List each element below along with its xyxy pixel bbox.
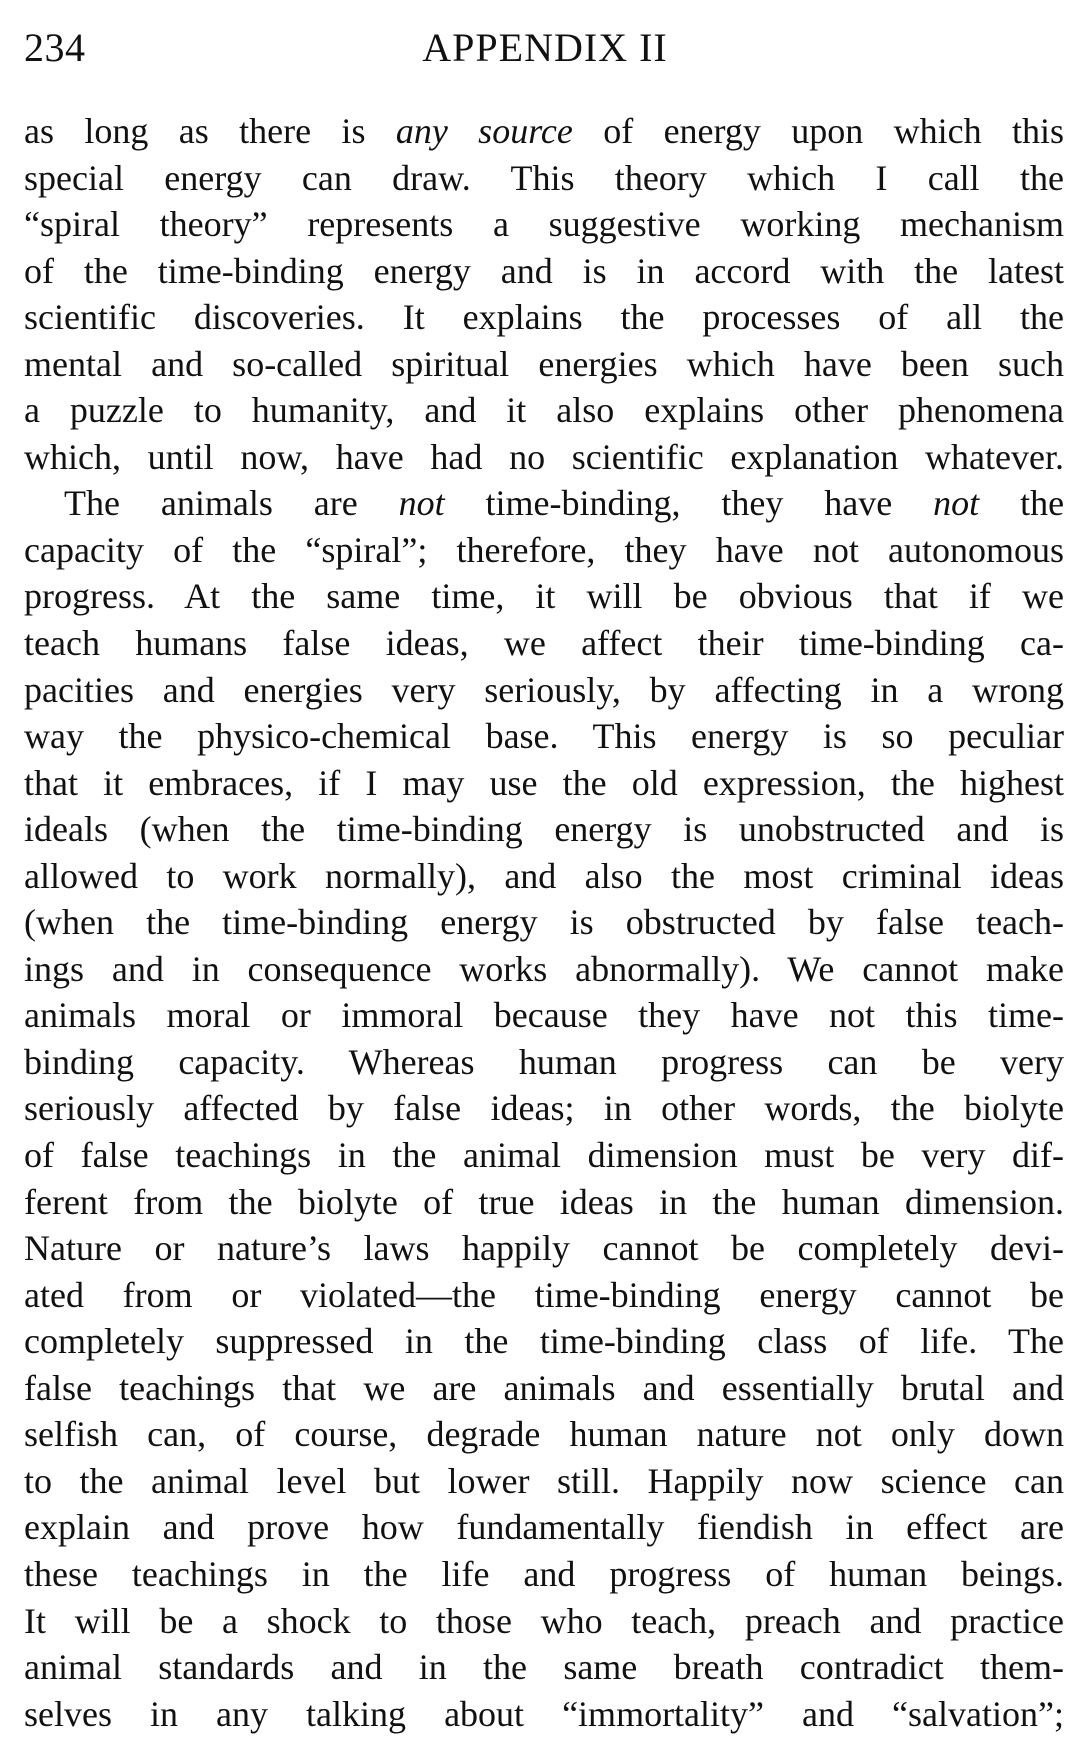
text-line: Nature or nature’s laws happily cannot be completely devi- [24, 1228, 1064, 1269]
text-line: which, until now, have had no scientific explanation whatever. [24, 436, 1064, 477]
text-line: explain and prove how fundamentally fiendish in effect are [24, 1507, 1064, 1548]
page-number: 234 [24, 25, 86, 70]
text-line: completely suppressed in the time-binding class of life. The [24, 1321, 1064, 1362]
italic-emphasis: not [398, 483, 445, 524]
text-line: scientific discoveries. It explains the processes of all the [24, 297, 1064, 338]
text-line: a puzzle to humanity, and it also explains other phenomena [24, 390, 1064, 431]
text-line: that it embraces, if I may use the old expression, the highest [24, 762, 1064, 803]
text-line: ferent from the biolyte of true ideas in the human dimension. [24, 1181, 1064, 1222]
text-line: of the time-binding energy and is in accord with the latest [24, 250, 1064, 291]
text-line: selfish can, of course, degrade human nature not only down [24, 1414, 1064, 1455]
text-line: selves in any talking about “immortality” and “salvation”; [24, 1693, 1064, 1734]
text-line: pacities and energies very seriously, by affecting in a wrong [24, 669, 1064, 710]
text-line: binding capacity. Whereas human progress can be very [24, 1041, 1064, 1082]
text-line: way the physico-chemical base. This energy is so peculiar [24, 716, 1064, 757]
text-line: capacity of the “spiral”; therefore, they have not autonomous [24, 529, 1064, 570]
page-header [24, 14, 1066, 74]
text-line: mental and so-called spiritual energies which have been such [24, 343, 1064, 384]
text-line: animal standards and in the same breath contradict them- [24, 1647, 1064, 1688]
text-line: special energy can draw. This theory which I call the [24, 157, 1064, 198]
text-line: as long as there is any source of energy upon which this [24, 111, 1064, 151]
text-line: (when the time-binding energy is obstructed by false teach- [24, 902, 1064, 943]
text-line: ideals (when the time-binding energy is unobstructed and is [24, 809, 1064, 850]
text-line: to the animal level but lower still. Happily now science can [24, 1460, 1064, 1501]
text-line: these teachings in the life and progress of human beings. [24, 1553, 1064, 1594]
text-line: “spiral theory” represents a suggestive working mechanism [24, 204, 1064, 245]
text-line: It will be a shock to those who teach, preach and practice [24, 1600, 1064, 1641]
text-line: ings and in consequence works abnormally). We cannot make [24, 948, 1064, 989]
italic-emphasis: not [933, 483, 980, 524]
text-line: of false teachings in the animal dimension must be very dif- [24, 1135, 1064, 1176]
text-line: allowed to work normally), and also the most criminal ideas [24, 855, 1064, 896]
text-line: seriously affected by false ideas; in other words, the biolyte [24, 1088, 1064, 1129]
text-line: teach humans false ideas, we affect their time-binding ca- [24, 623, 1064, 664]
text-line: progress. At the same time, it will be obvious that if we [24, 576, 1064, 617]
body-text [24, 108, 1064, 1737]
text-line: false teachings that we are animals and essentially brutal and [24, 1367, 1064, 1408]
italic-emphasis: any source [395, 111, 573, 151]
running-head: APPENDIX II [422, 25, 668, 70]
text-line: animals moral or immoral because they have not this time- [24, 995, 1064, 1036]
text-line: ated from or violated—the time-binding energy cannot be [24, 1274, 1064, 1315]
text-line: The animals are not time-binding, they have not the [64, 483, 1065, 524]
